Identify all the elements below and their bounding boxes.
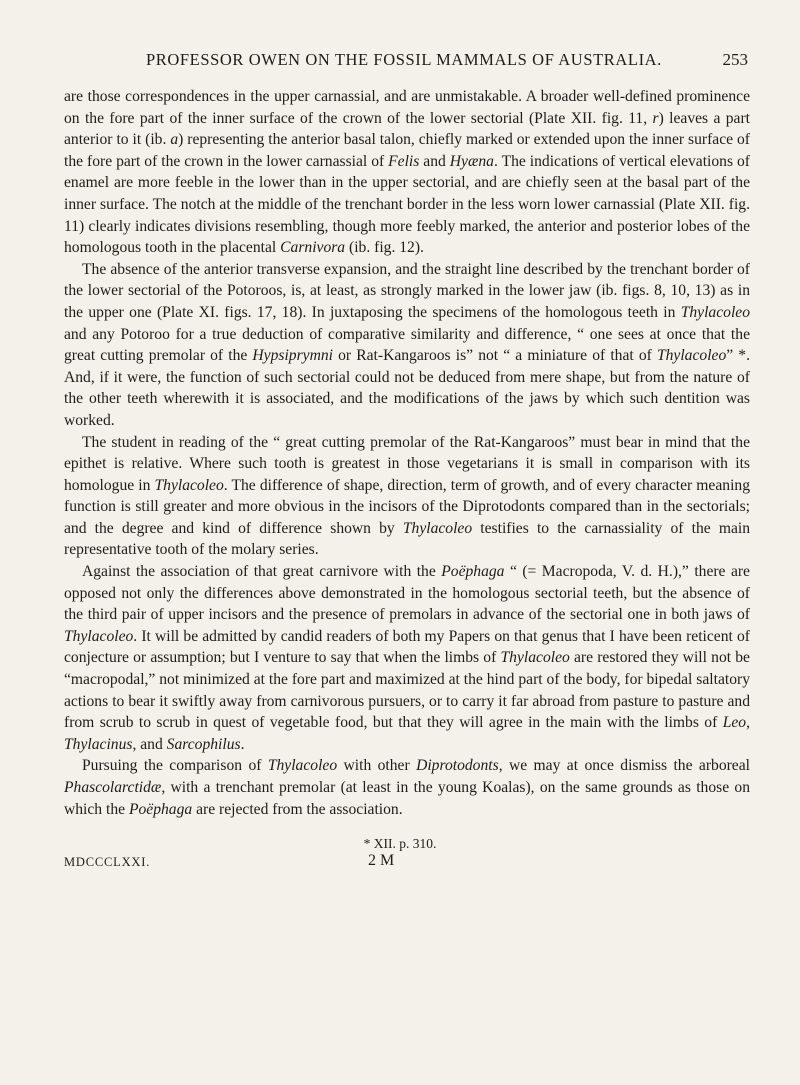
paragraph: are those correspondences in the upper carnassial, and are unmistakable. A broader well-defined prominence on the fore part of the inner surface of the crown of the lower sectorial (Plate XII. fig. 11, r) leaves a part anterior to it (ib. a) representing the anterior basal talon, chiefly marked or extended upon the inner surface of the fore part of the crown in the lower carnassial of Felis and Hyæna. The indications of vertical elevations of enamel are more feeble in the lower than in the upper sectorial, and are chiefly seen at the basal part of the inner surface. The notch at the middle of the trenchant border in the less worn lower carnassial (Plate XII. fig. 11) clearly indicates divisions resembling, though more feebly marked, the anterior and posterior lobes of the homologous tooth in the placental Carnivora (ib. fig. 12). [64, 88, 750, 257]
paragraph: Pursuing the comparison of Thylacoleo with other Diprotodonts, we may at once dismiss the arboreal Phascolarctidæ, with a trenchant premolar (at least in the young Koalas), on the same grounds as those on which the Poëphaga are rejected from the association. [64, 757, 750, 818]
running-title: PROFESSOR OWEN ON THE FOSSIL MAMMALS OF AUSTRALIA. [146, 50, 662, 69]
paragraph: The student in reading of the “ great cutting premolar of the Rat-Kangaroos” must bear in mind that the epithet is relative. Where such tooth is greatest in those vegetarians it is small in comparison with its homologue in Thylacoleo. The difference of shape, direction, term of growth, and of every character meaning function is still greater and more obvious in the incisors of the Diprotodonts compared than in the sectorials; and the degree and kind of difference shown by Thylacoleo testifies to the carnassiality of the main representative tooth of the molary series. [64, 433, 750, 559]
paragraph: Against the association of that great carnivore with the Poëphaga “ (= Macropoda, V. d. H.),” there are opposed not only the differences above demonstrated in the homologous sectorial teeth, but the absence of the third pair of upper incisors and the presence of premolars in advance of the sectorial one in both jaws of Thylacoleo. It will be admitted by candid readers of both my Papers on that genus that I have been reticent of conjecture or assumption; but I venture to say that when the limbs of Thylacoleo are restored they will not be “macropodal,” not minimized at the fore part and maximized at the hind part of the body, for bipedal saltatory actions to bear it swiftly away from carnivorous pursuers, or to carry it far abroad from pasture to pasture and from scrub to scrub in quest of vegetable food, but that they will agree in the main with the limbs of Leo, Thylacinus, and Sarcophilus. [64, 563, 750, 753]
page-number: 253 [722, 50, 748, 69]
body-text [64, 86, 750, 820]
footnote: * XII. p. 310. [363, 836, 437, 851]
running-header [64, 50, 748, 74]
signature-mark: MDCCCLXXI. [64, 855, 151, 869]
sheet-mark: 2 M [368, 852, 395, 869]
paragraph: The absence of the anterior transverse expansion, and the straight line described by the trenchant border of the lower sectorial of the Potoroos, is, at least, as strongly marked in the lower jaw (ib. figs. 8, 10, 13) as in the upper one (Plate XI. figs. 17, 18). In juxtaposing the specimens of the homologous teeth in Thylacoleo and any Potoroo for a true deduction of comparative similarity and difference, “ one sees at once that the great cutting premolar of the Hypsiprymni or Rat-Kangaroos is” not “ a miniature of that of Thylacoleo” *. And, if it were, the function of such sectorial could not be deduced from mere shape, but from the nature of the other teeth wherewith it is associated, and the modifications of the jaws by which such dentition was worked. [64, 260, 750, 429]
